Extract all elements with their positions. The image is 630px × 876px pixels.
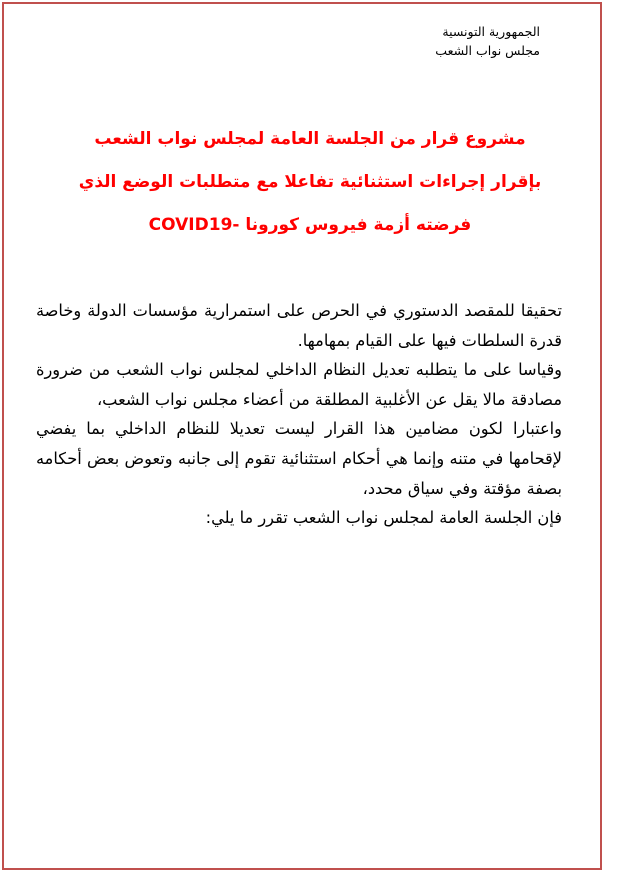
document-body bbox=[36, 296, 562, 533]
letterhead-republic: الجمهورية التونسية bbox=[442, 24, 540, 39]
title-line-3: فرضته أزمة فيروس كورونا -COVID19 bbox=[148, 215, 472, 235]
title-line-2: بإقرار إجراءات استثنائية تفاعلا مع متطلبات الوضع الذي bbox=[78, 172, 542, 192]
letterhead-parliament: مجلس نواب الشعب bbox=[435, 43, 540, 58]
title-line-1: مشروع قرار من الجلسة العامة لمجلس نواب الشعب bbox=[94, 129, 526, 149]
document-title bbox=[40, 118, 580, 247]
body-paragraph-3: واعتبارا لكون مضامين هذا القرار ليست تعديلا للنظام الداخلي بما يفضي لإقحامها في متنه وإنما هي أحكام استثنائية تقوم إلى جانبه وتعوض بعض أحكامه بصفة مؤقتة وفي سياق محدد، bbox=[36, 419, 562, 498]
letterhead bbox=[435, 22, 540, 60]
body-paragraph-2: وقياسا على ما يتطلبه تعديل النظام الداخلي لمجلس نواب الشعب من ضرورة مصادقة مالا يقل عن الأغلبية المطلقة من أعضاء مجلس نواب الشعب، bbox=[36, 360, 562, 409]
body-paragraph-1: تحقيقا للمقصد الدستوري في الحرص على استمرارية مؤسسات الدولة وخاصة قدرة السلطات فيها على القيام بمهامها. bbox=[36, 301, 562, 350]
body-paragraph-4: فإن الجلسة العامة لمجلس نواب الشعب تقرر ما يلي: bbox=[205, 508, 562, 528]
